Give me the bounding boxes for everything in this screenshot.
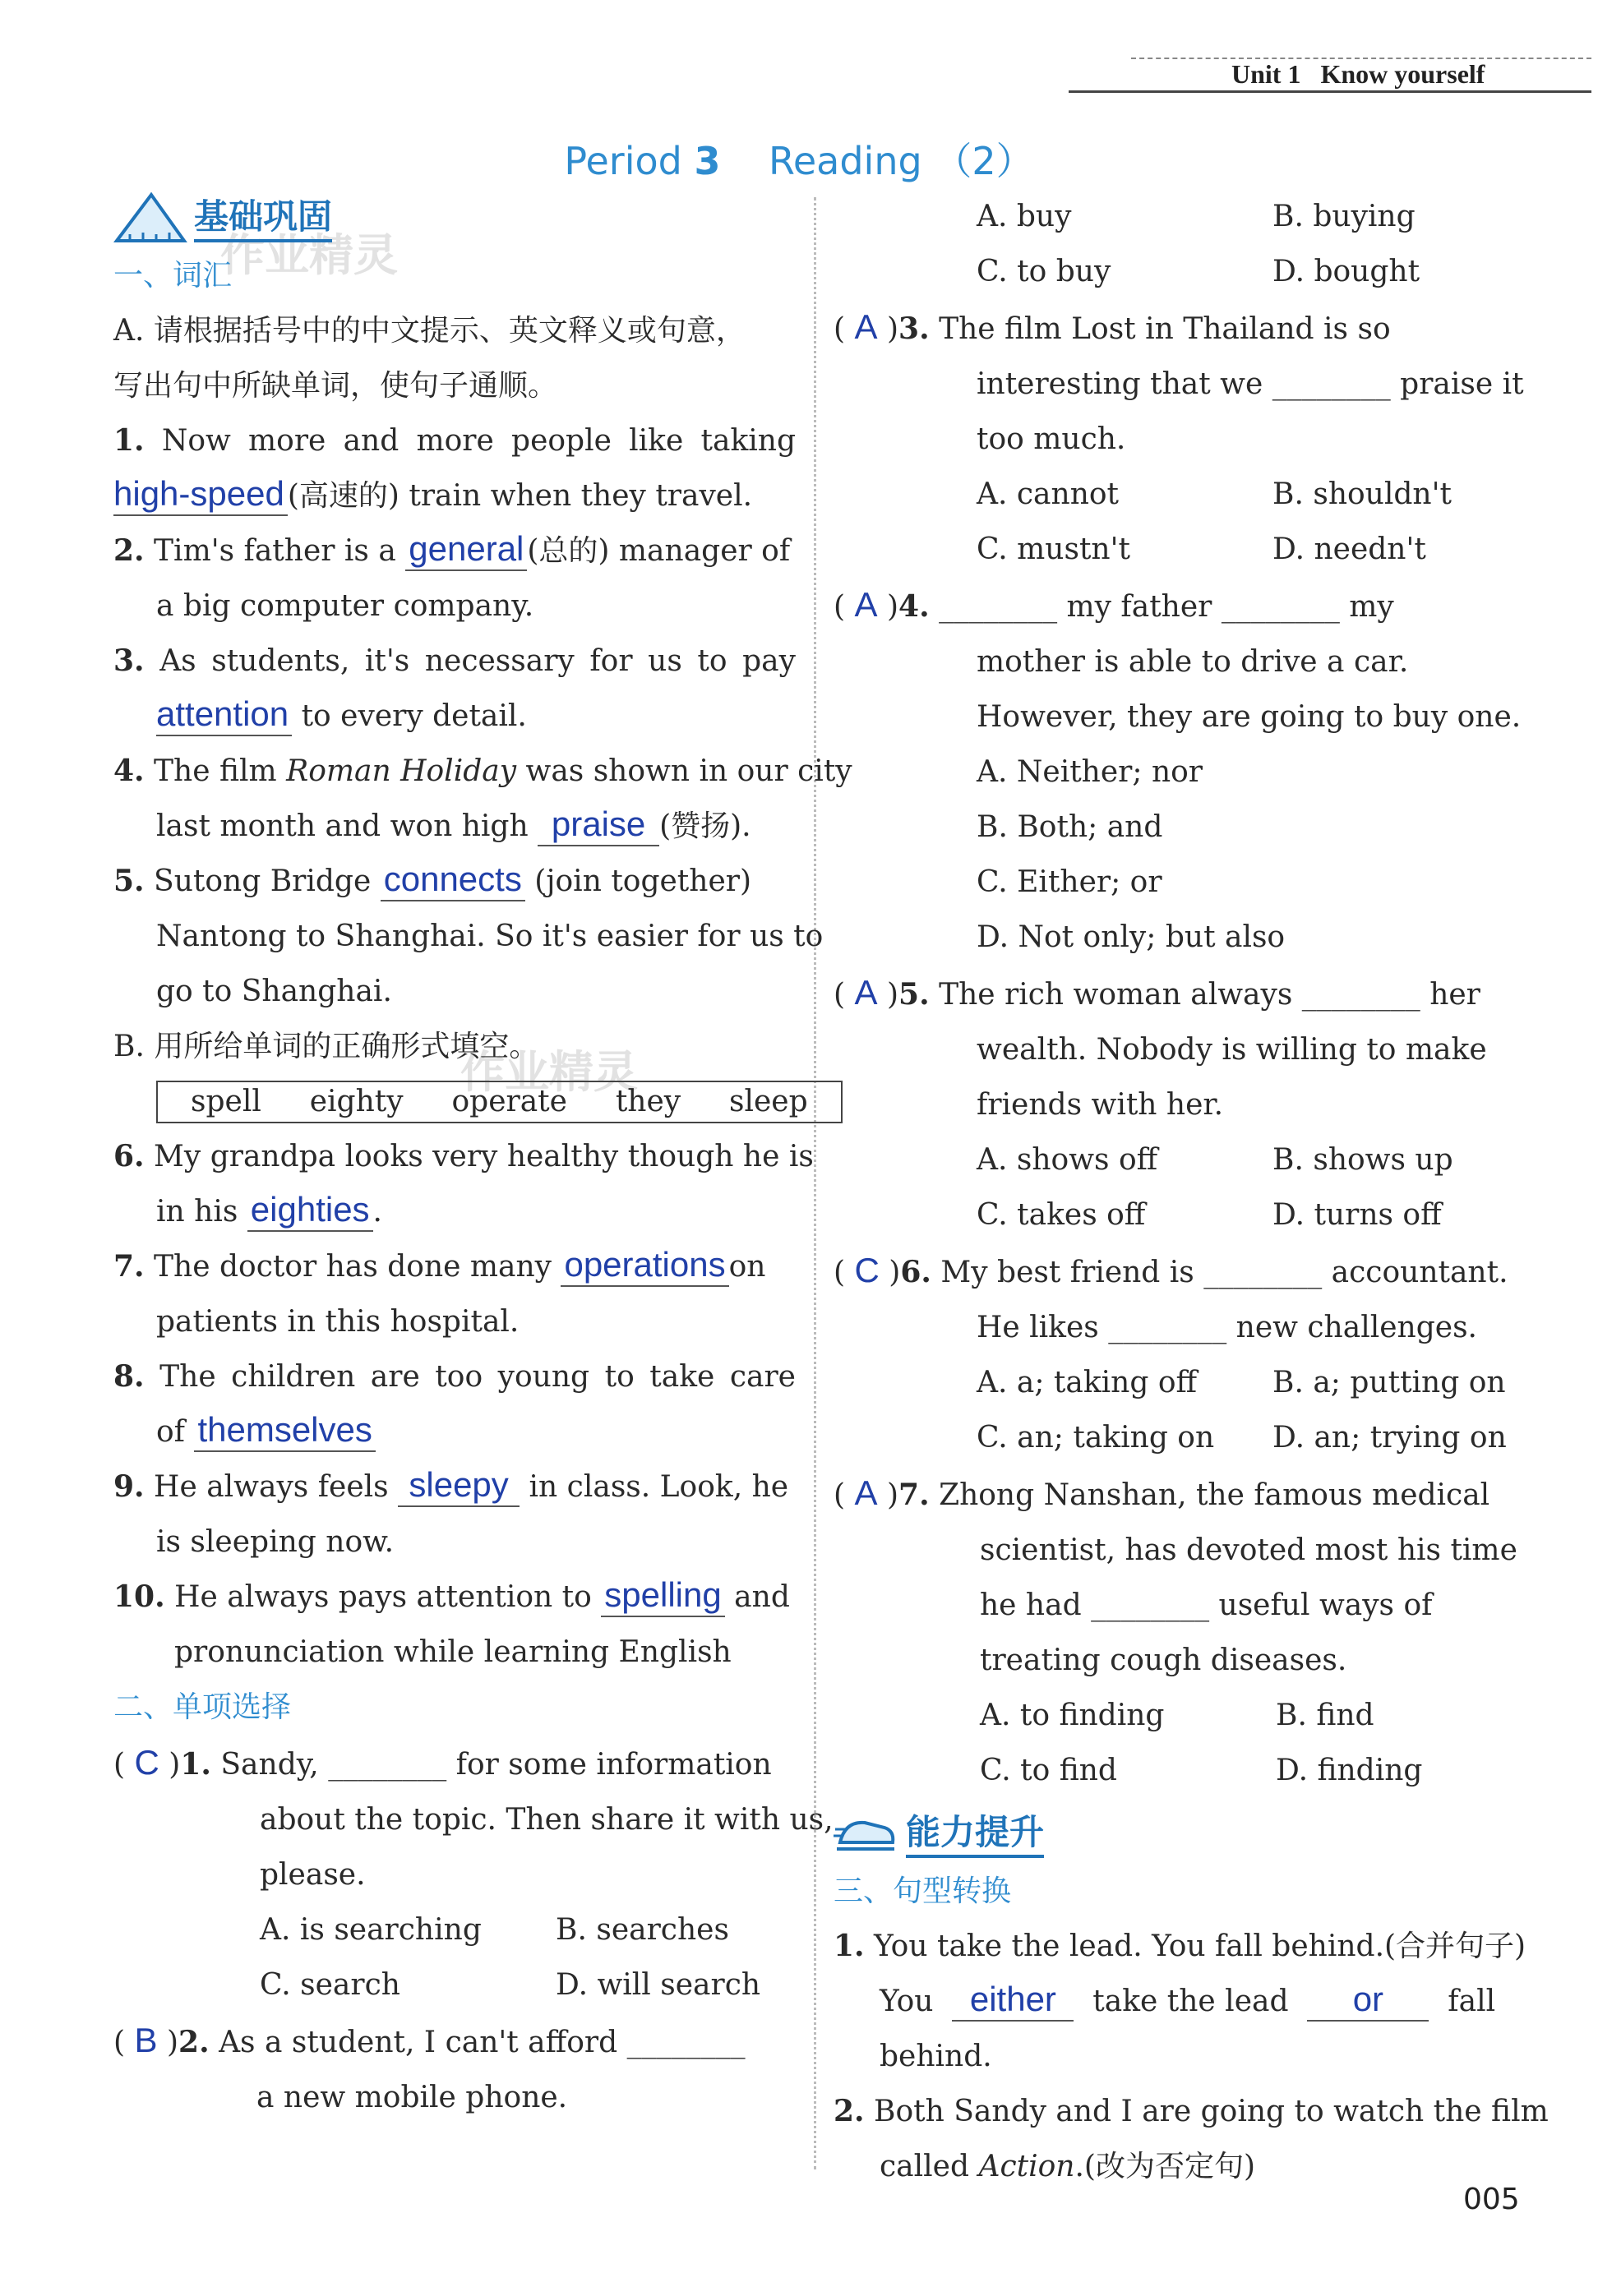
q-text: to every detail. bbox=[301, 699, 527, 733]
q-text: The film bbox=[154, 754, 277, 788]
page-number: 005 bbox=[1463, 2183, 1520, 2216]
q-text: was shown in our city bbox=[525, 754, 852, 788]
header-unit: Unit 1 bbox=[1231, 59, 1301, 89]
mc-answer[interactable]: A bbox=[854, 307, 878, 346]
q-text: Both Sandy and I are going to watch the film bbox=[874, 2095, 1549, 2128]
q-text: take the lead bbox=[1092, 1985, 1289, 2018]
q-text: of bbox=[156, 1415, 185, 1449]
q-text: wealth. Nobody is willing to make bbox=[977, 1033, 1487, 1067]
q-text: . bbox=[372, 1195, 382, 1229]
q-text: mother is able to drive a car. bbox=[977, 645, 1409, 679]
q-text: interesting that we ________ praise it bbox=[977, 367, 1524, 401]
film-title: Roman Holiday bbox=[286, 754, 517, 788]
mc-question-4: ( A )4. ________ my father ________ my bbox=[834, 585, 1394, 624]
q-text: last month and won high bbox=[156, 809, 529, 843]
q-num: 1. bbox=[180, 1747, 211, 1782]
q-text: please. bbox=[260, 1858, 366, 1892]
option-d[interactable]: D. turns off bbox=[1272, 1198, 1442, 1232]
q-text: My best friend is ________ accountant. bbox=[940, 1256, 1508, 1289]
answer-sleepy[interactable]: sleepy bbox=[398, 1464, 520, 1507]
option-c[interactable]: C. search bbox=[260, 1968, 400, 2002]
q-num: 2. bbox=[113, 533, 145, 568]
q-num: 3. bbox=[898, 311, 930, 346]
q-num: 3. bbox=[113, 643, 145, 678]
option-d[interactable]: D. will search bbox=[556, 1968, 761, 2002]
q-text: pronunciation while learning English bbox=[174, 1635, 732, 1669]
subhead-multiple-choice: 二、单项选择 bbox=[113, 1690, 292, 1724]
page-title bbox=[0, 131, 1598, 186]
banner-title: 能力提升 bbox=[906, 1810, 1044, 1858]
question-6 bbox=[113, 1129, 814, 1184]
q-text: on bbox=[728, 1250, 766, 1284]
q-text: Tim's father is a bbox=[154, 534, 396, 568]
option-c[interactable]: C. Either; or bbox=[977, 865, 1162, 899]
q-text: (总的) manager of bbox=[527, 534, 791, 568]
q-num: 10. bbox=[113, 1579, 165, 1614]
q-text: scientist, has devoted most his time bbox=[980, 1533, 1517, 1567]
answer-general[interactable]: general bbox=[405, 528, 527, 571]
q-text: ________ my father ________ my bbox=[939, 590, 1394, 624]
title-reading: Reading bbox=[768, 139, 922, 183]
question-5 bbox=[113, 854, 796, 909]
option-a[interactable]: A. buy bbox=[977, 200, 1072, 233]
q-text: he had ________ useful ways of bbox=[980, 1588, 1433, 1622]
option-b[interactable]: B. find bbox=[1276, 1699, 1374, 1732]
q-text: in class. Look, he bbox=[529, 1470, 789, 1504]
option-b[interactable]: B. shows up bbox=[1272, 1143, 1453, 1177]
q-text: Zhong Nanshan, the famous medical bbox=[939, 1478, 1490, 1512]
option-c[interactable]: C. mustn't bbox=[977, 533, 1130, 566]
q-text: is sleeping now. bbox=[156, 1525, 395, 1559]
q-num: 6. bbox=[900, 1255, 931, 1289]
q-num: 2. bbox=[178, 2025, 210, 2059]
q-text: You take the lead. You fall behind.(合并句子) bbox=[874, 1929, 1526, 1963]
header-topic: Know yourself bbox=[1320, 59, 1485, 89]
q-text: patients in this hospital. bbox=[156, 1305, 520, 1339]
option-b[interactable]: B. searches bbox=[556, 1913, 729, 1947]
q-text: As a student, I can't afford ________ bbox=[219, 2026, 746, 2059]
mc-answer[interactable]: A bbox=[854, 973, 878, 1012]
question-4 bbox=[113, 744, 852, 799]
q-text: He always feels bbox=[154, 1470, 389, 1504]
word-box: spell eighty operate they sleep bbox=[156, 1081, 843, 1123]
q-text: You bbox=[880, 1985, 934, 2018]
option-a[interactable]: A. Neither; nor bbox=[977, 755, 1203, 789]
option-b[interactable]: B. shouldn't bbox=[1272, 477, 1452, 511]
right-column bbox=[834, 189, 1549, 2194]
answer-praise[interactable]: praise bbox=[538, 804, 659, 846]
q-text: Sandy, ________ for some information bbox=[220, 1748, 772, 1782]
option-c[interactable]: C. to buy bbox=[977, 255, 1111, 288]
question-7 bbox=[113, 1239, 796, 1294]
q-text: a big computer company. bbox=[156, 589, 534, 623]
option-c[interactable]: C. an; taking on bbox=[977, 1421, 1215, 1455]
speed-shoe-icon bbox=[834, 1810, 899, 1859]
q-text: However, they are going to buy one. bbox=[977, 700, 1522, 734]
option-a[interactable]: A. shows off bbox=[977, 1143, 1158, 1177]
answer-high-speed[interactable]: high-speed bbox=[113, 473, 288, 516]
q-text: .(改为否定句) bbox=[1074, 2150, 1256, 2183]
q-num: 1. bbox=[834, 1929, 865, 1963]
option-b[interactable]: B. Both; and bbox=[977, 810, 1163, 844]
mc-question-6: ( C )6. My best friend is ________ accountant. bbox=[834, 1251, 1508, 1289]
q-num: 7. bbox=[898, 1478, 930, 1512]
q-text: fall bbox=[1448, 1985, 1496, 2018]
left-column bbox=[113, 189, 852, 2125]
option-d[interactable]: D. bought bbox=[1272, 255, 1420, 288]
q-text: (join together) bbox=[534, 864, 752, 898]
option-b[interactable]: B. a; putting on bbox=[1272, 1366, 1506, 1399]
q-num: 6. bbox=[113, 1139, 145, 1173]
section-banner-basic bbox=[113, 189, 796, 248]
question-1 bbox=[113, 413, 796, 468]
q-num: 2. bbox=[834, 2094, 865, 2128]
q-text: a new mobile phone. bbox=[256, 2081, 568, 2114]
answer-operations[interactable]: operations bbox=[561, 1244, 728, 1287]
banner-title: 基础巩固 bbox=[194, 195, 332, 242]
option-a[interactable]: A. cannot bbox=[977, 477, 1120, 511]
running-header bbox=[1231, 59, 1485, 90]
q-text: He likes ________ new challenges. bbox=[977, 1311, 1477, 1344]
q-text: go to Shanghai. bbox=[156, 975, 392, 1008]
question-3 bbox=[113, 634, 796, 689]
instruction-a: A. 请根据括号中的中文提示、英文释义或句意， bbox=[113, 314, 746, 348]
film-title: Action bbox=[978, 2150, 1075, 2183]
mc-answer[interactable]: C bbox=[854, 1251, 880, 1289]
option-a[interactable]: A. is searching bbox=[260, 1913, 482, 1947]
subhead-vocabulary: 一、词汇 bbox=[113, 259, 233, 293]
option-d[interactable]: D. finding bbox=[1276, 1754, 1423, 1787]
mc-answer[interactable]: A bbox=[854, 585, 878, 624]
mc-answer[interactable]: A bbox=[854, 1473, 878, 1512]
mc-answer[interactable]: C bbox=[134, 1743, 159, 1782]
option-a[interactable]: A. to finding bbox=[980, 1699, 1165, 1732]
q-text: behind. bbox=[880, 2040, 992, 2073]
q-text: called bbox=[880, 2150, 970, 2183]
subhead-sentence-transform: 三、句型转换 bbox=[834, 1874, 1012, 1908]
answer-themselves[interactable]: themselves bbox=[194, 1409, 375, 1452]
transform-1 bbox=[834, 1919, 1526, 1974]
q-text: treating cough diseases. bbox=[980, 1644, 1347, 1677]
q-text: The rich woman always ________ her bbox=[939, 978, 1480, 1012]
q-num: 1. bbox=[113, 423, 145, 458]
q-text: Now more and more people like taking bbox=[161, 424, 797, 458]
q-text: The doctor has done many bbox=[154, 1250, 552, 1284]
section-banner-improve bbox=[834, 1805, 1520, 1864]
mc-question-2: ( B )2. As a student, I can't afford ________ bbox=[113, 2021, 746, 2059]
q-text: My grandpa looks very healthy though he is bbox=[154, 1140, 814, 1173]
option-c[interactable]: C. to find bbox=[980, 1754, 1117, 1787]
question-8 bbox=[113, 1349, 796, 1404]
q-num: 7. bbox=[113, 1249, 145, 1284]
q-num: 4. bbox=[898, 589, 930, 624]
mc-answer[interactable]: B bbox=[134, 2021, 158, 2059]
q-num: 9. bbox=[113, 1469, 145, 1504]
mc-question-5: ( A )5. The rich woman always ________ her bbox=[834, 973, 1480, 1012]
q-text: Sutong Bridge bbox=[154, 864, 372, 898]
ruler-triangle-icon bbox=[113, 191, 187, 246]
q-num: 4. bbox=[113, 754, 145, 788]
q-num: 5. bbox=[898, 977, 930, 1012]
watermark: 作业精灵 bbox=[460, 1046, 638, 1098]
instruction-b: B. 用所给单词的正确形式填空。 bbox=[113, 1030, 539, 1063]
q-text: about the topic. Then share it with us, bbox=[260, 1803, 834, 1837]
title-period: Period bbox=[564, 139, 682, 183]
mc-question-3: ( A )3. The film Lost in Thailand is so bbox=[834, 307, 1391, 346]
question-9 bbox=[113, 1459, 796, 1515]
header-solid-rule bbox=[1069, 90, 1591, 93]
answer-or[interactable]: or bbox=[1307, 1979, 1429, 2022]
q-text: in his bbox=[156, 1195, 238, 1229]
option-c[interactable]: C. takes off bbox=[977, 1198, 1146, 1232]
q-text: The film Lost in Thailand is so bbox=[939, 312, 1391, 346]
mc-question-7: ( A )7. Zhong Nanshan, the famous medical bbox=[834, 1473, 1490, 1512]
q-text: friends with her. bbox=[977, 1088, 1224, 1122]
option-b[interactable]: B. buying bbox=[1272, 200, 1416, 233]
q-num: 5. bbox=[113, 864, 145, 898]
transform-2 bbox=[834, 2084, 1549, 2139]
q-text: (高速的) train when they travel. bbox=[287, 479, 753, 513]
question-2 bbox=[113, 523, 796, 579]
q-text: The children are too young to take care bbox=[159, 1360, 796, 1394]
question-10 bbox=[113, 1570, 796, 1625]
q-text: As students, it's necessary for us to pay bbox=[159, 644, 796, 678]
answer-eighties[interactable]: eighties bbox=[247, 1189, 373, 1232]
option-d[interactable]: D. an; trying on bbox=[1272, 1421, 1507, 1455]
q-text: too much. bbox=[977, 422, 1126, 456]
q-num: 8. bbox=[113, 1359, 145, 1394]
q-text: He always pays attention to bbox=[174, 1580, 592, 1614]
option-a[interactable]: A. a; taking off bbox=[977, 1366, 1198, 1399]
q-text: and bbox=[734, 1580, 790, 1614]
column-divider bbox=[814, 197, 816, 2169]
option-d[interactable]: D. needn't bbox=[1272, 533, 1426, 566]
q-text: Nantong to Shanghai. So it's easier for us to bbox=[156, 920, 824, 953]
answer-either[interactable]: either bbox=[952, 1979, 1074, 2022]
q-text: (赞扬). bbox=[659, 809, 751, 843]
instruction-a-cont: 写出句中所缺单词，使句子通顺。 bbox=[113, 369, 558, 403]
answer-attention[interactable]: attention bbox=[156, 694, 292, 736]
mc-question-1: ( C )1. Sandy, ________ for some information bbox=[113, 1743, 772, 1782]
watermark: 作业精灵 bbox=[220, 229, 398, 281]
answer-connects[interactable]: connects bbox=[381, 859, 525, 901]
option-d[interactable]: D. Not only; but also bbox=[977, 920, 1286, 954]
answer-spelling[interactable]: spelling bbox=[601, 1574, 724, 1617]
title-period-num: 3 bbox=[694, 139, 721, 183]
title-part: （2） bbox=[934, 139, 1034, 183]
